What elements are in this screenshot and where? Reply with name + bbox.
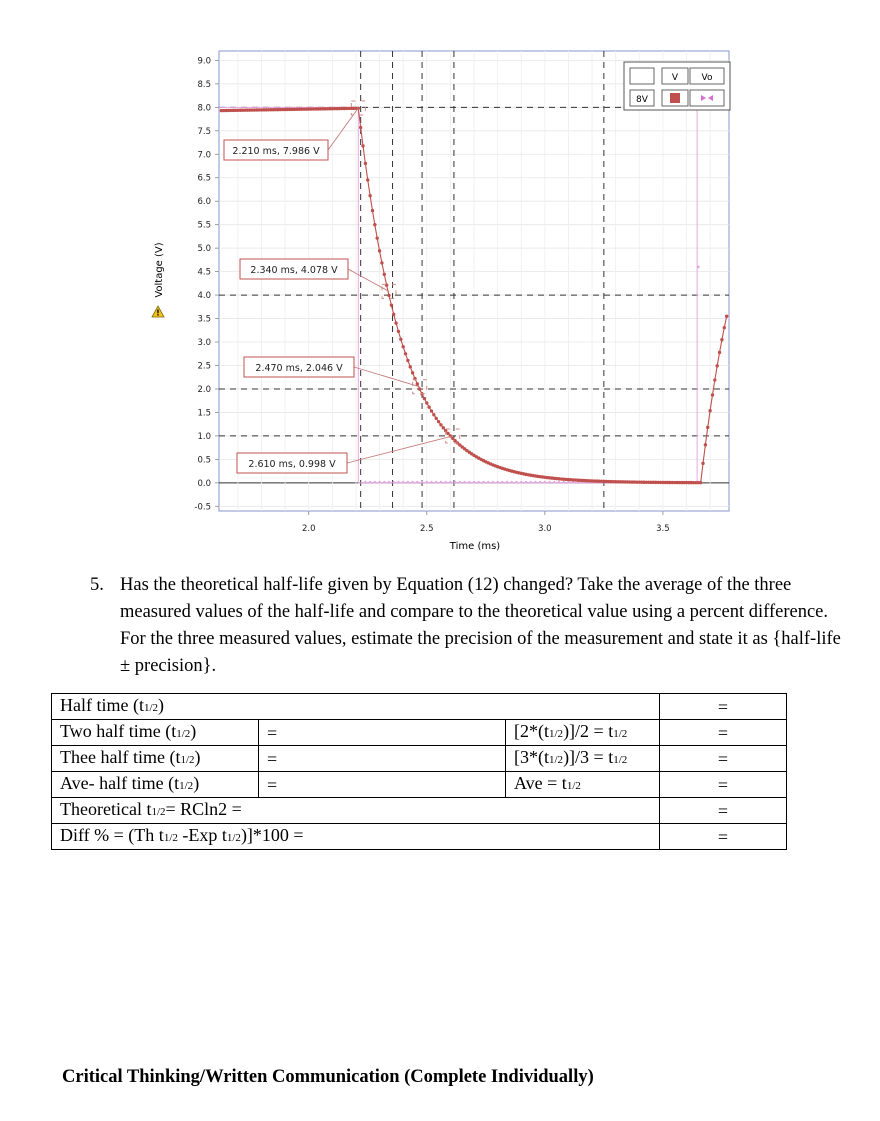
series-v-point <box>361 144 364 147</box>
x-tick-label: 2.5 <box>420 524 434 534</box>
y-tick-label: 0.5 <box>197 455 211 466</box>
legend-source-label: 8V <box>636 95 648 105</box>
series-v-point <box>708 409 711 412</box>
y-tick-label: 4.5 <box>197 267 211 278</box>
series-vo-point <box>449 481 451 483</box>
series-vo-point <box>534 481 536 483</box>
series-v-point <box>442 426 445 429</box>
series-vo-point <box>421 481 423 483</box>
x-axis-label: Time (ms) <box>449 541 501 552</box>
legend-checkbox[interactable] <box>630 68 654 84</box>
y-tick-label: 3.5 <box>197 314 211 325</box>
series-v-point <box>425 401 428 404</box>
series-v-point <box>390 303 393 306</box>
series-vo-point <box>501 481 503 483</box>
series-vo-point <box>407 481 409 483</box>
x-tick-label: 3.0 <box>538 524 552 534</box>
series-vo-point <box>397 481 399 483</box>
series-vo-point <box>378 481 380 483</box>
series-v-point <box>446 432 449 435</box>
series-vo-point <box>369 481 371 483</box>
y-tick-label: 2.0 <box>197 384 211 395</box>
series-vo-point <box>530 481 532 483</box>
series-v-point <box>435 417 438 420</box>
table-row <box>52 772 787 798</box>
y-tick-label: 8.5 <box>197 79 211 90</box>
series-v-point <box>427 405 430 408</box>
series-vo-point <box>459 481 461 483</box>
y-tick-label: -0.5 <box>194 502 211 513</box>
series-v-point <box>392 313 395 316</box>
series-vo-point <box>558 481 560 483</box>
series-vo-point <box>388 481 390 483</box>
series-v-point <box>699 481 702 484</box>
series-v-point <box>387 294 390 297</box>
series-vo-point <box>402 481 404 483</box>
row-label: Thee half time (t1/2) <box>52 746 259 772</box>
series-vo-point <box>511 481 513 483</box>
series-vo-point <box>383 481 385 483</box>
series-vo-point <box>553 481 555 483</box>
series-vo-point <box>364 481 366 483</box>
table-row <box>52 798 787 824</box>
x-axis-ticks <box>302 511 670 534</box>
y-tick-label: 2.5 <box>197 361 211 372</box>
row-result[interactable]: = <box>660 798 787 824</box>
series-vo-point <box>468 481 470 483</box>
row-result[interactable]: = <box>660 720 787 746</box>
row-label: Ave- half time (t1/2) <box>52 772 259 798</box>
series-v-point <box>401 345 404 348</box>
series-v-point <box>704 443 707 446</box>
marker-label: 2.610 ms, 0.998 V <box>248 459 336 470</box>
series-vo-point <box>440 481 442 483</box>
series-v-point <box>399 338 402 341</box>
series-v-point <box>364 162 367 165</box>
series-vo-point <box>497 481 499 483</box>
row-eq[interactable]: = <box>259 720 506 746</box>
series-vo-point <box>520 481 522 483</box>
series-vo-point <box>548 481 550 483</box>
series-v-point <box>418 387 421 390</box>
series-v-point <box>404 352 407 355</box>
series-vo-point <box>544 481 546 483</box>
series-v-point <box>432 413 435 416</box>
series-vo-point <box>454 481 456 483</box>
row-result[interactable]: = <box>660 746 787 772</box>
series-v-point <box>711 393 714 396</box>
series-v-point <box>715 364 718 367</box>
series-vo-point <box>393 481 395 483</box>
series-v-point <box>423 397 426 400</box>
row-formula: Ave = t1/2 <box>506 772 660 798</box>
row-result[interactable]: = <box>660 772 787 798</box>
legend-vo-label: Vo <box>701 73 713 83</box>
series-v-point <box>720 338 723 341</box>
series-vo-point <box>506 481 508 483</box>
series-v-point <box>430 409 433 412</box>
row-result[interactable]: = <box>660 694 787 720</box>
table-row <box>52 694 787 720</box>
y-tick-label: 7.5 <box>197 126 211 137</box>
series-vo-point <box>487 481 489 483</box>
row-eq[interactable]: = <box>259 772 506 798</box>
row-formula: [2*(t1/2)]/2 = t1/2 <box>506 720 660 746</box>
series-vo-point <box>563 481 565 483</box>
y-tick-label: 5.0 <box>197 244 211 255</box>
series-v-point <box>371 209 374 212</box>
marker-label: 2.470 ms, 2.046 V <box>255 363 343 374</box>
y-tick-label: 0.0 <box>197 478 211 489</box>
series-vo-point <box>515 481 517 483</box>
series-v-point <box>437 420 440 423</box>
table-row <box>52 720 787 746</box>
series-vo-point <box>374 481 376 483</box>
section-heading: Critical Thinking/Written Communication (Complete Individually) <box>62 1067 594 1087</box>
series-vo-point <box>539 481 541 483</box>
series-v-point <box>378 249 381 252</box>
row-label: Diff % = (Th t1/2 -Exp t1/2)]*100 = <box>52 824 660 850</box>
series-v-point <box>725 315 728 318</box>
x-tick-label: 3.5 <box>656 524 670 534</box>
y-tick-label: 1.0 <box>197 431 211 442</box>
table-row <box>52 824 787 850</box>
series-vo-point <box>482 481 484 483</box>
marker-label: 2.340 ms, 4.078 V <box>250 265 338 276</box>
series-v-point <box>373 223 376 226</box>
series-v-point <box>409 365 412 368</box>
series-vo-point <box>416 481 418 483</box>
y-tick-label: 5.5 <box>197 220 211 231</box>
series-vo-point <box>525 481 527 483</box>
series-v-point <box>380 261 383 264</box>
series-v-point <box>375 236 378 239</box>
series-v-point <box>439 423 442 426</box>
series-v-point <box>713 378 716 381</box>
series-v-point <box>383 273 386 276</box>
series-vo-point <box>426 481 428 483</box>
series-vo-point <box>478 481 480 483</box>
series-v-point <box>359 126 362 129</box>
series-vo-point <box>492 481 494 483</box>
warning-icon[interactable] <box>152 306 164 318</box>
series-vo-point <box>430 481 432 483</box>
y-tick-label: 1.5 <box>197 408 211 419</box>
svg-text:!: ! <box>156 308 160 318</box>
row-label: Theoretical t1/2= RCln2 = <box>52 798 660 824</box>
question-5 <box>90 572 850 680</box>
series-vo-point <box>435 481 437 483</box>
series-vo-point <box>412 481 414 483</box>
legend-v-label: V <box>671 73 679 83</box>
marker-label: 2.210 ms, 7.986 V <box>232 146 320 157</box>
y-tick-label: 6.5 <box>197 173 211 184</box>
series-v-point <box>366 178 369 181</box>
y-tick-label: 4.0 <box>197 291 211 302</box>
y-tick-label: 9.0 <box>197 56 211 67</box>
series-v-point <box>416 382 419 385</box>
series-v-point <box>406 359 409 362</box>
y-tick-label: 7.0 <box>197 150 211 161</box>
series-v-point <box>368 194 371 197</box>
y-axis-label: Voltage (V) <box>154 242 165 298</box>
series-vo-point <box>445 481 447 483</box>
table-row <box>52 746 787 772</box>
row-formula: [3*(t1/2)]/3 = t1/2 <box>506 746 660 772</box>
half-life-table <box>51 693 787 850</box>
y-tick-label: 8.0 <box>197 103 211 114</box>
y-tick-label: 3.0 <box>197 338 211 349</box>
series-vo-point <box>473 481 475 483</box>
voltage-chart <box>0 0 880 560</box>
series-vo-point <box>697 266 700 269</box>
x-tick-label: 2.0 <box>301 524 316 534</box>
series-vo-point <box>463 481 465 483</box>
question-number: 5. <box>90 575 104 595</box>
row-result[interactable]: = <box>660 824 787 850</box>
series-v-point <box>701 462 704 465</box>
series-v-point <box>397 330 400 333</box>
series-v-point <box>394 321 397 324</box>
row-label: Two half time (t1/2) <box>52 720 259 746</box>
y-tick-label: 6.0 <box>197 197 211 208</box>
row-eq[interactable]: = <box>259 746 506 772</box>
series-v-point <box>718 351 721 354</box>
series-v-point <box>411 371 414 374</box>
series-v-swatch-icon[interactable] <box>670 93 680 103</box>
legend[interactable] <box>624 62 730 110</box>
question-text: Has the theoretical half-life given by Equation (12) changed? Take the average of the three measured values of the half-life and compare to the theoretical value using a percent difference. For the three measured values, estimate the precision of the measurement and state it as {half-life ± precision}. <box>120 575 841 676</box>
y-axis-ticks <box>194 56 219 512</box>
series-v-point <box>706 426 709 429</box>
row-label: Half time (t1/2) <box>52 694 660 720</box>
series-v-point <box>723 326 726 329</box>
